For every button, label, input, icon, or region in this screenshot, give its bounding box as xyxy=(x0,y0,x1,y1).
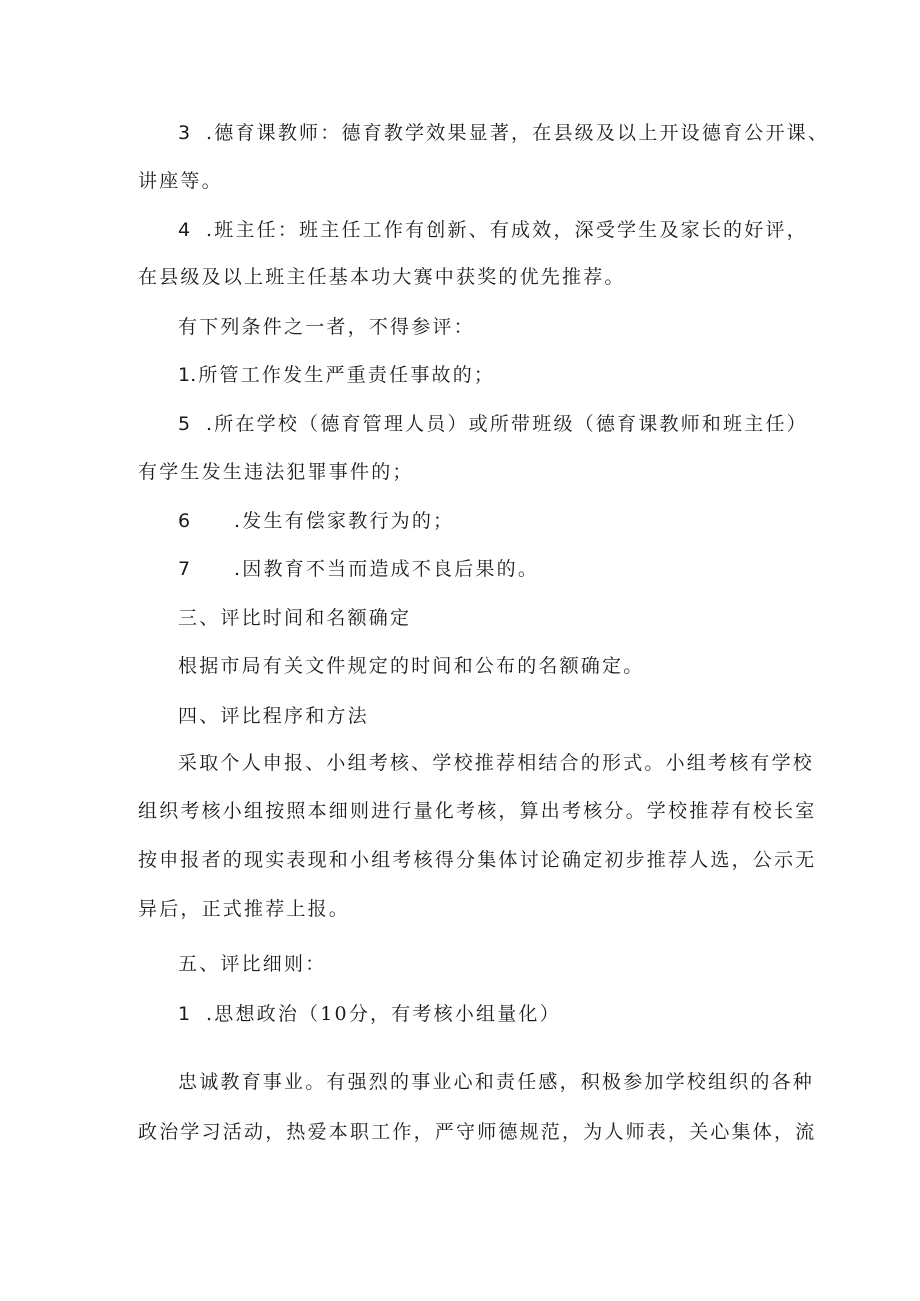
text-line xyxy=(138,169,223,193)
line-text: 有下列条件之一者，不得参评： xyxy=(178,316,475,338)
line-text: 五、评比细则： xyxy=(178,953,327,975)
line-text: .发生有偿家教行为的； xyxy=(234,510,455,532)
line-text: 忠诚教育事业。有强烈的事业心和责任感，积极参加学校组织的各种 xyxy=(178,1071,815,1093)
section-heading xyxy=(178,704,369,728)
line-text: .所管工作发生严重责任事故的； xyxy=(190,364,496,386)
text-line xyxy=(138,897,350,921)
line-text: 按申报者的现实表现和小组考核得分集体讨论确定初步推荐人选，公示无 xyxy=(138,849,817,871)
text-line xyxy=(178,1002,561,1026)
line-text: 在县级及以上班主任基本功大赛中获奖的优先推荐。 xyxy=(138,266,626,288)
text-line xyxy=(138,265,626,289)
line-text: .班主任：班主任工作有创新、有成效，深受学生及家长的好评， xyxy=(206,219,808,241)
line-text: 根据市局有关文件规定的时间和公布的名额确定。 xyxy=(178,655,645,677)
line-text: 异后，正式推荐上报。 xyxy=(138,898,351,920)
line-text: 采取个人申报、小组考核、学校推荐相结合的形式。小组考核有学校 xyxy=(178,752,815,774)
text-line xyxy=(138,799,816,823)
line-text: .所在学校（德育管理人员）或所带班级（德育课教师和班主任） xyxy=(206,413,808,435)
text-line xyxy=(138,848,816,872)
line-text: .思想政治（10分，有考核小组量化） xyxy=(206,1003,561,1025)
text-line xyxy=(138,460,414,484)
text-line xyxy=(178,1070,814,1094)
item-number: 1 xyxy=(178,1003,191,1025)
line-text: 政治学习活动，热爱本职工作，严守师德规范，为人师表，关心集体，流 xyxy=(138,1121,817,1143)
item-number: 3 xyxy=(178,122,191,144)
text-line xyxy=(178,654,644,678)
line-text: 有学生发生违法犯罪事件的； xyxy=(138,461,414,483)
line-text: 四、评比程序和方法 xyxy=(178,705,369,727)
line-text: .德育课教师：德育教学效果显著，在县级及以上开设德育公开课、 xyxy=(206,122,830,144)
line-text: 讲座等。 xyxy=(138,170,223,192)
text-line xyxy=(178,412,808,436)
line-text: 组织考核小组按照本细则进行量化考核，算出考核分。学校推荐有校长室 xyxy=(138,800,817,822)
text-line xyxy=(178,363,495,387)
text-line xyxy=(178,509,454,533)
line-text: .因教育不当而造成不良后果的。 xyxy=(234,558,540,580)
item-number: 7 xyxy=(178,558,191,580)
line-text: 三、评比时间和名额确定 xyxy=(178,607,412,629)
item-number: 6 xyxy=(178,510,191,532)
item-number: 4 xyxy=(178,219,191,241)
section-heading xyxy=(178,606,411,630)
section-heading xyxy=(178,952,326,976)
text-line xyxy=(178,121,829,145)
text-line xyxy=(178,557,539,581)
text-line xyxy=(178,218,808,242)
text-line xyxy=(138,1120,816,1144)
text-line xyxy=(178,315,475,339)
item-number: 1 xyxy=(178,364,191,386)
item-number: 5 xyxy=(178,413,191,435)
text-line xyxy=(178,751,814,775)
